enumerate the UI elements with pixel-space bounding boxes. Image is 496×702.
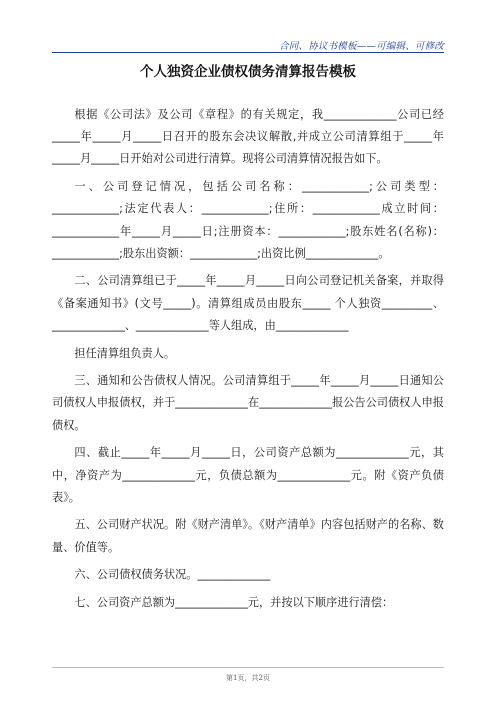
paragraph-creditor-notice: 三、通知和公告债权人情况。公司清算组于_____年_____月_____日通知公司债权人申报债权，并于_____________在_____________报公告公司债权人申报债权。 [52,374,444,432]
paragraph-repayment-order: 七、公司资产总额为_____________元，并按以下顺序进行清偿： [74,596,394,610]
footer-divider [52,667,444,668]
paragraph-debt-status: 六、公司债权债务状况。_____________ [74,568,271,582]
paragraph-liquidation-team: 二、公司清算组已于_____年_____月_____日向公司登记机关备案，并取得《备案通知书》(文号_____)。清算组成员由股东_____ 个人独资_________、_____________、_____________等人组成，由_____________ [52,274,444,332]
paragraph-team-leader: 担任清算组负责人。 [74,346,176,360]
header-tag: 合同、协议书模板——可编辑、可修改 [279,41,444,52]
document-title: 个人独资企业债权债务清算报告模板 [140,64,356,80]
paragraph-assets-summary: 四、截止_____年_____月_____日，公司资产总额为_____________元，其中，净资产为_____________元，负债总额为_____________元。附《资产负债表》。 [52,446,444,504]
page-number: 第1页，共2页 [226,674,270,682]
paragraph-property-status: 五、公司财产状况。附《财产清单》。《财产清单》内容包括财产的名称、数量、价值等。 [52,518,444,554]
paragraph-registration: 一、公司登记情况，包括公司名称：____________;公司类型：____________;法定代表人：____________;住所：____________成立时间：____________年_____月_____日;注册资本：____________;股东姓名(名称)：____________;股东出资额：____________;出资比例_____________。 [52,180,444,260]
header-divider [52,52,444,53]
document-body [52,104,444,620]
paragraph-intro: 根据《公司法》及公司《章程》的有关规定，我_____________公司已经_____年_____月_____日召开的股东会决议解散,并成立公司清算组于_____年_____月_____日开始对公司进行清算。现将公司清算情况报告如下。 [52,108,444,166]
